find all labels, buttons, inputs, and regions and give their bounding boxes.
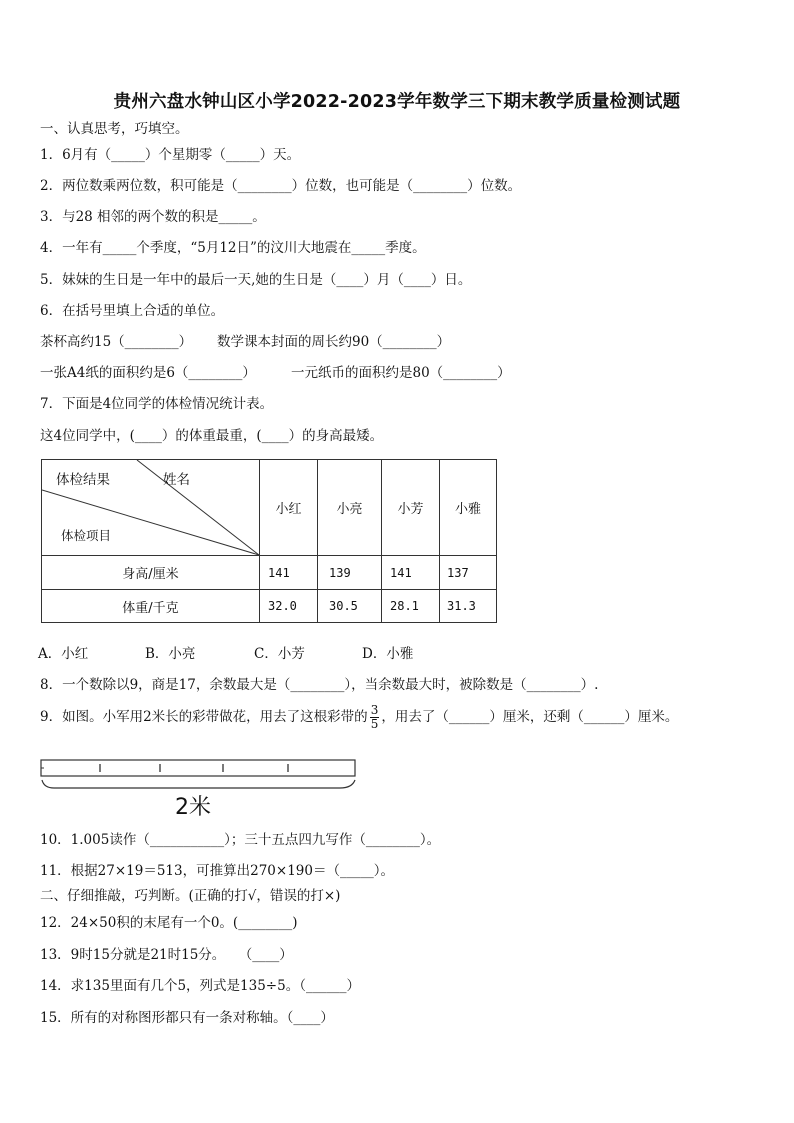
fraction-denominator: 5 (370, 717, 379, 731)
question-6-item-a: 茶杯高约15（________） (40, 334, 193, 350)
option-b: B．小亮 (145, 646, 196, 662)
question-6: 6．在括号里填上合适的单位。 (40, 303, 225, 319)
question-6-item-b: 数学课本封面的周长约90（________） (217, 334, 451, 350)
row-label: 体重/千克 (42, 590, 260, 623)
table-cell: 137 (440, 556, 497, 590)
question-1: 1．6月有（_____）个星期零（_____）天。 (40, 147, 301, 163)
question-4: 4．一年有_____个季度，“5月12日”的汶川大地震在_____季度。 (40, 240, 426, 256)
fraction-numerator: 3 (370, 703, 379, 717)
option-c: C．小芳 (254, 646, 305, 662)
table-cell: 28.1 (382, 590, 440, 623)
question-7-sub: 这4位同学中，(____）的体重最重，(____）的身高最矮。 (40, 428, 384, 444)
question-2: 2．两位数乘两位数，积可能是（________）位数，也可能是（________）位数。 (40, 178, 522, 194)
student-name: 小芳 (382, 460, 440, 556)
question-8: 8．一个数除以9，商是17，余数最大是（________），当余数最大时，被除数是（________）. (40, 677, 599, 693)
header-item-label: 体检项目 (61, 528, 112, 543)
question-9 (40, 704, 678, 731)
health-check-table (41, 459, 497, 623)
table-cell: 30.5 (318, 590, 382, 623)
question-6-item-c: 一张A4纸的面积约是6（________） (40, 365, 256, 381)
page-title: 贵州六盘水钟山区小学2022-2023学年数学三下期末教学质量检测试题 (113, 92, 681, 112)
ribbon-length-label: 2米 (175, 795, 211, 820)
question-9-text-before: 9．如图。小军用2米长的彩带做花，用去了这根彩带的 (40, 709, 368, 725)
option-a: A．小红 (38, 646, 89, 662)
fraction (370, 704, 380, 731)
table-cell: 31.3 (440, 590, 497, 623)
student-name: 小红 (260, 460, 318, 556)
section-2-heading: 二、仔细推敲，巧判断。(正确的打√，错误的打×) (40, 888, 341, 904)
question-9-text-after: ，用去了（______）厘米，还剩（______）厘米。 (381, 709, 679, 725)
question-7: 7．下面是4位同学的体检情况统计表。 (40, 396, 274, 412)
table-cell: 141 (260, 556, 318, 590)
table-cell: 32.0 (260, 590, 318, 623)
question-14: 14．求135里面有几个5，列式是135÷5。（______） (40, 978, 360, 994)
ribbon-diagram (40, 756, 360, 826)
question-6-item-d: 一元纸币的面积约是80（________） (291, 365, 511, 381)
student-name: 小雅 (440, 460, 497, 556)
table-cell: 139 (318, 556, 382, 590)
header-result-label: 体检结果 (56, 472, 110, 488)
question-12: 12．24×50积的末尾有一个0。(________) (40, 915, 298, 931)
question-3: 3．与28 相邻的两个数的积是_____。 (40, 209, 266, 225)
row-label: 身高/厘米 (42, 556, 260, 590)
table-row (42, 556, 497, 590)
section-1-heading: 一、认真思考，巧填空。 (40, 121, 189, 137)
student-name: 小亮 (318, 460, 382, 556)
question-11: 11．根据27×19＝513，可推算出270×190＝（_____）。 (40, 863, 394, 879)
header-name-label: 姓名 (163, 472, 190, 488)
question-5: 5．妹妹的生日是一年中的最后一天,她的生日是（____）月（____）日。 (40, 272, 472, 288)
question-13: 13．9时15分就是21时15分。 （____） (40, 947, 293, 963)
table-diagonal-header (42, 460, 260, 556)
question-10: 10．1.005读作（___________）；三十五点四九写作（________）。 (40, 832, 441, 848)
option-d: D．小雅 (362, 646, 414, 662)
question-15: 15．所有的对称图形都只有一条对称轴。（____） (40, 1010, 334, 1026)
table-row (42, 590, 497, 623)
table-cell: 141 (382, 556, 440, 590)
